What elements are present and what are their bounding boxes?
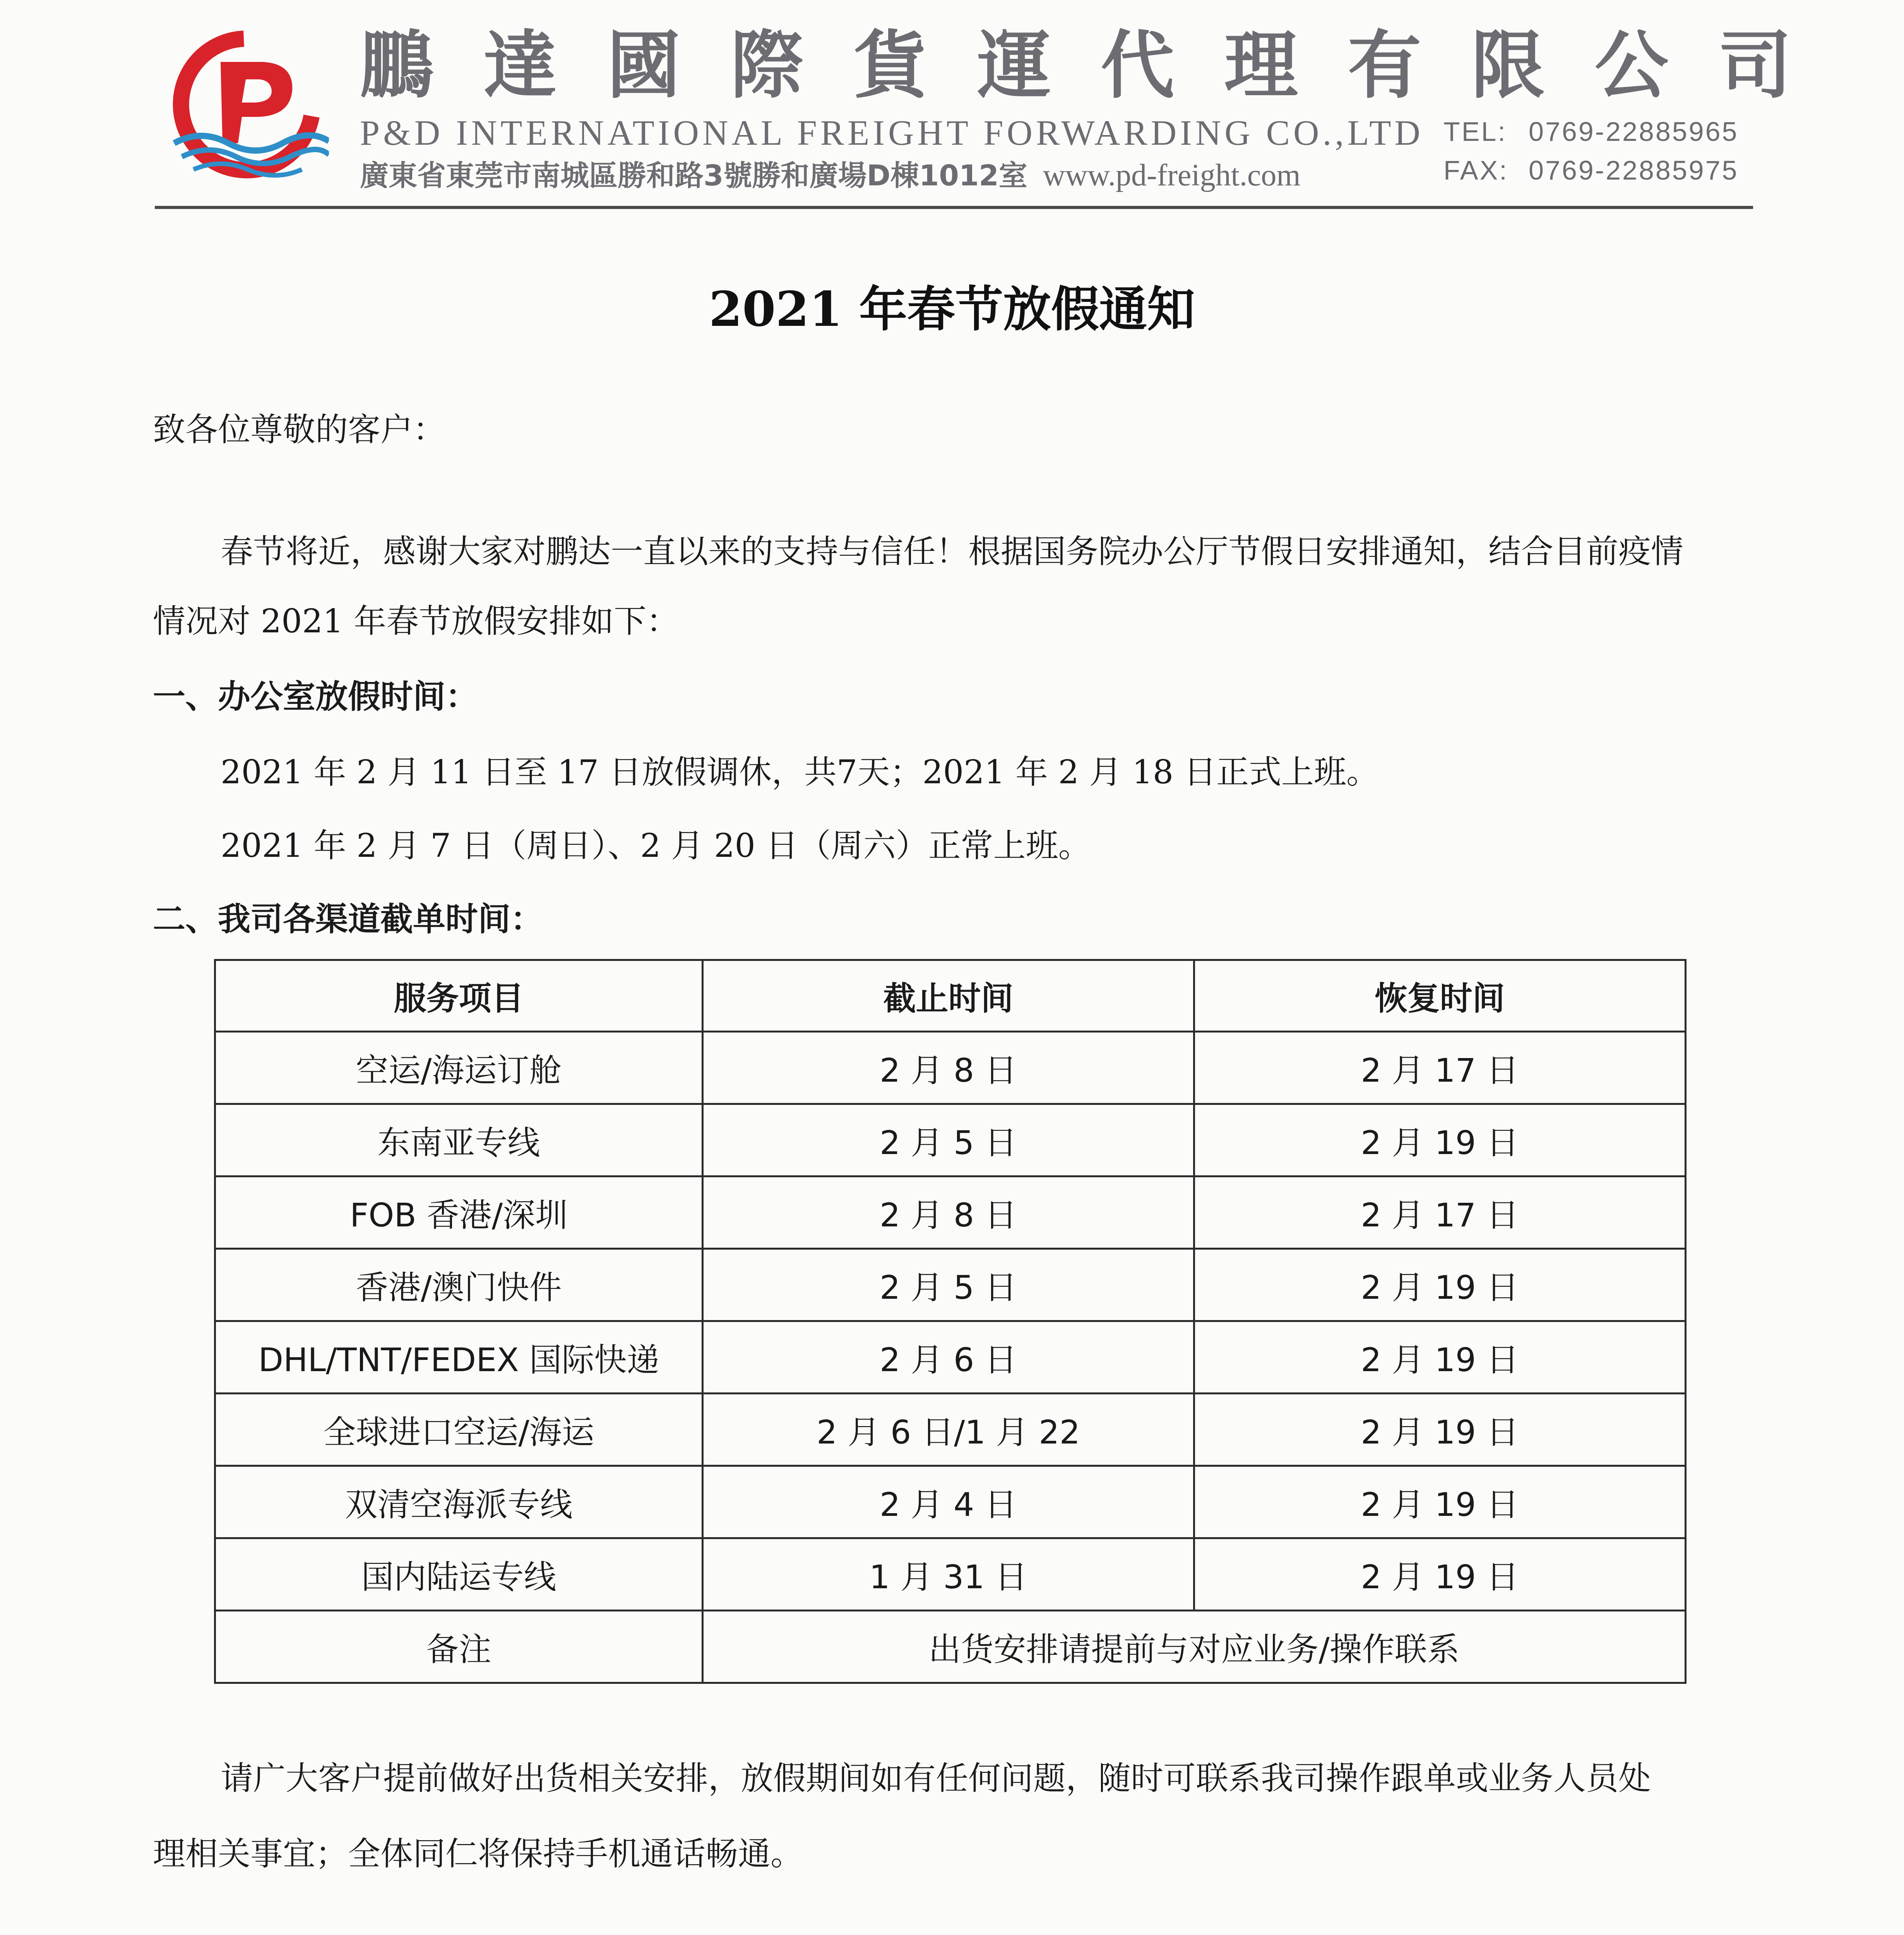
header-service: 服务项目 [215, 960, 703, 1032]
section-2-heading: 二、我司各渠道截单时间： [153, 900, 543, 938]
cutoff-schedule-table [214, 959, 1687, 1684]
address-text: 廣東省東莞市南城區勝和路3號勝和廣場D棟1012室 [360, 159, 1027, 192]
table-row [215, 1538, 1686, 1611]
table-row [215, 1104, 1686, 1176]
resume-cell: 2 月 19 日 [1194, 1104, 1686, 1176]
cutoff-cell: 2 月 5 日 [703, 1104, 1194, 1176]
resume-cell: 2 月 17 日 [1194, 1032, 1686, 1104]
notice-title: 2021 年春节放假通知 [709, 281, 1195, 337]
service-cell: 全球进口空运/海运 [215, 1394, 703, 1466]
cutoff-cell: 1 月 31 日 [703, 1538, 1194, 1611]
resume-cell: 2 月 19 日 [1194, 1466, 1686, 1538]
company-name-char: 代 [1101, 23, 1175, 108]
intro-line-1: 春节将近，感谢大家对鹏达一直以来的支持与信任！根据国务院办公厅节假日安排通知，结合目前疫情 [221, 533, 1684, 570]
resume-cell: 2 月 19 日 [1194, 1321, 1686, 1394]
tel-line [1443, 116, 1738, 147]
header-divider [155, 206, 1753, 209]
section-1-line-2: 2021 年 2 月 7 日（周日）、2 月 20 日（周六）正常上班。 [221, 827, 1091, 865]
company-name-char: 司 [1718, 23, 1792, 108]
website-link[interactable]: www.pd-freight.com [1043, 158, 1301, 192]
company-name-char: 國 [607, 23, 681, 108]
salutation: 致各位尊敬的客户： [153, 411, 446, 449]
company-name-char: 際 [730, 23, 804, 108]
cutoff-cell: 2 月 5 日 [703, 1249, 1194, 1321]
section-1-line-1: 2021 年 2 月 11 日至 17 日放假调休，共7天；2021 年 2 月 18 日正式上班。 [221, 753, 1379, 791]
fax-line [1443, 155, 1738, 186]
fax-number: 0769-22885975 [1529, 155, 1739, 185]
section-1-heading: 一、办公室放假时间： [153, 677, 478, 716]
cutoff-cell: 2 月 6 日/1 月 22 [703, 1394, 1194, 1466]
company-name-char: 有 [1348, 23, 1421, 108]
table-row [215, 1321, 1686, 1394]
company-address [360, 153, 1301, 194]
cutoff-cell: 2 月 8 日 [703, 1032, 1194, 1104]
table-row [215, 1394, 1686, 1466]
company-name-cn [360, 23, 1792, 108]
remark-text-cell: 出货安排请提前与对应业务/操作联系 [703, 1611, 1686, 1683]
resume-cell: 2 月 19 日 [1194, 1249, 1686, 1321]
company-name-char: 鵬 [360, 23, 434, 108]
table-row [215, 1249, 1686, 1321]
closing-para-1-line-1: 请广大客户提前做好出货相关安排，放假期间如有任何问题，随时可联系我司操作跟单或业务人员处 [221, 1759, 1651, 1797]
company-name-char: 限 [1471, 23, 1545, 108]
resume-cell: 2 月 19 日 [1194, 1538, 1686, 1611]
service-cell: 东南亚专线 [215, 1104, 703, 1176]
header-resume: 恢复时间 [1194, 960, 1686, 1032]
remark-label-cell: 备注 [215, 1611, 703, 1683]
cutoff-cell: 2 月 4 日 [703, 1466, 1194, 1538]
service-cell: 国内陆运专线 [215, 1538, 703, 1611]
company-name-char: 理 [1224, 23, 1298, 108]
company-name-char: 公 [1594, 23, 1668, 108]
closing-para-1-line-2: 理相关事宜；全体同仁将保持手机通话畅通。 [153, 1835, 803, 1873]
resume-cell: 2 月 17 日 [1194, 1176, 1686, 1249]
tel-number: 0769-22885965 [1529, 116, 1739, 147]
cutoff-cell: 2 月 6 日 [703, 1321, 1194, 1394]
company-name-en: P&D INTERNATIONAL FREIGHT FORWARDING CO.,LTD [360, 113, 1424, 152]
service-cell: DHL/TNT/FEDEX 国际快递 [215, 1321, 703, 1394]
intro-line-2: 情况对 2021 年春节放假安排如下： [153, 602, 679, 640]
service-cell: 空运/海运订舱 [215, 1032, 703, 1104]
tel-label: TEL: [1443, 116, 1507, 147]
company-name-char: 運 [977, 23, 1051, 108]
letterhead [0, 0, 1904, 201]
company-name-char: 貨 [854, 23, 928, 108]
table-row [215, 1466, 1686, 1538]
fax-label: FAX: [1443, 155, 1508, 185]
company-logo [159, 27, 329, 182]
service-cell: 双清空海派专线 [215, 1466, 703, 1538]
resume-cell: 2 月 19 日 [1194, 1394, 1686, 1466]
table-row [215, 1176, 1686, 1249]
service-cell: FOB 香港/深圳 [215, 1176, 703, 1249]
cutoff-cell: 2 月 8 日 [703, 1176, 1194, 1249]
header-cutoff: 截止时间 [703, 960, 1194, 1032]
service-cell: 香港/澳门快件 [215, 1249, 703, 1321]
table-remark-row [215, 1611, 1686, 1683]
company-name-char: 達 [483, 23, 557, 108]
table-row [215, 1032, 1686, 1104]
table-header-row [215, 960, 1686, 1032]
